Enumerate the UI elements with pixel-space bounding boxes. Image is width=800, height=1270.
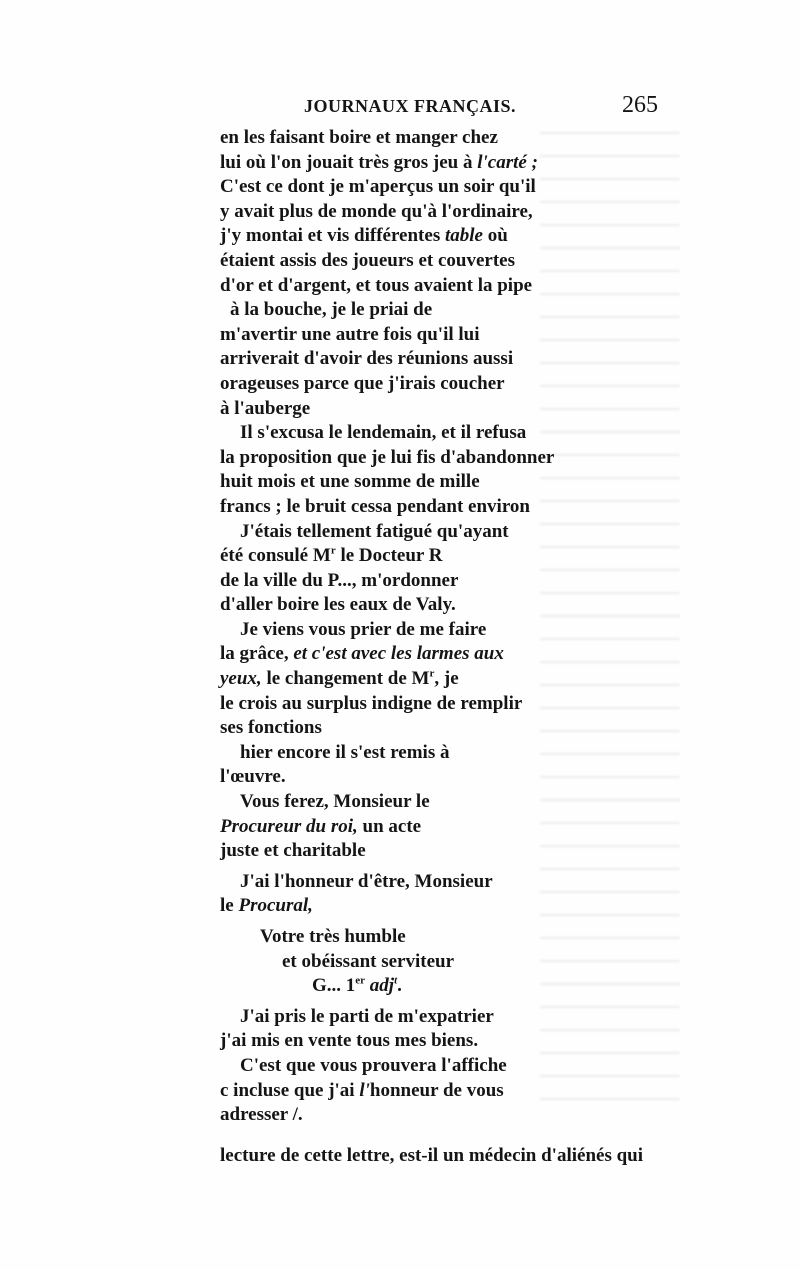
text-line <box>220 815 690 840</box>
text-span: été consulé M <box>220 545 331 567</box>
text-line: lecture de cette lettre, est-il un médecin d'aliénés qui <box>220 1144 644 1166</box>
text-line <box>220 894 690 919</box>
text-line: hier encore il s'est remis à <box>240 741 450 763</box>
text-line: adresser /. <box>220 1104 303 1126</box>
italic-text: l'carté ; <box>477 151 538 173</box>
superscript: t <box>394 974 398 987</box>
text-line: de la ville du P..., m'ordonner <box>220 569 459 591</box>
text-line: m'avertir une autre fois qu'il lui <box>220 323 480 345</box>
text-span: un acte <box>357 815 422 837</box>
italic-text: table <box>444 225 483 247</box>
text-line: J'ai pris le parti de m'expatrier <box>240 1005 494 1027</box>
text-line: francs ; le bruit cessa pendant environ <box>220 495 530 517</box>
page-number: 265 <box>622 92 658 118</box>
text-line: Je viens vous prier de me faire <box>240 618 487 640</box>
superscript: r <box>330 544 336 557</box>
text-line: Il s'excusa le lendemain, et il refusa <box>240 422 527 444</box>
italic-text: Procural, <box>238 895 313 917</box>
text-line: juste et charitable <box>220 840 366 862</box>
text-line: huit mois et une somme de mille <box>220 471 480 493</box>
page-header <box>0 94 800 124</box>
text-span: lui où l'on jouait très gros jeu à <box>220 151 478 173</box>
text-span: la grâce, <box>220 643 294 665</box>
text-span: le <box>220 895 239 917</box>
italic-text: yeux, <box>220 668 262 690</box>
italic-text: l' <box>359 1079 370 1101</box>
text-line <box>220 151 690 176</box>
text-line: en les faisant boire et manger chez <box>220 127 498 148</box>
text-line: d'aller boire les eaux de Valy. <box>220 594 456 616</box>
text-span: j'y montai et vis différentes <box>220 225 445 247</box>
text-span: le changement de M <box>261 668 430 690</box>
spacer <box>220 1128 690 1144</box>
text-line: C'est que vous prouvera l'affiche <box>240 1054 507 1076</box>
text-span: c incluse que j'ai <box>220 1079 360 1101</box>
text-line: à l'auberge <box>220 397 311 419</box>
italic-text: Procureur du roi, <box>220 815 358 837</box>
text-line: Votre très humble <box>260 926 406 947</box>
text-line: l'œuvre. <box>220 766 286 788</box>
text-line: J'ai l'honneur d'être, Monsieur <box>240 870 493 892</box>
text-line: d'or et d'argent, et tous avaient la pipe <box>220 274 533 296</box>
text-line: J'étais tellement fatigué qu'ayant <box>240 520 509 542</box>
superscript: er <box>355 974 366 987</box>
superscript: r <box>429 667 435 680</box>
italic-text: adj <box>369 975 395 997</box>
text-line: C'est ce dont je m'aperçus un soir qu'il <box>220 176 536 198</box>
letter-text <box>220 126 690 1168</box>
text-line <box>220 667 690 692</box>
running-head: JOURNAUX FRANÇAIS. <box>304 96 517 116</box>
text-span: G... 1 <box>312 975 356 997</box>
text-line: étaient assis des joueurs et couvertes <box>220 249 515 271</box>
text-span: où <box>482 225 508 247</box>
text-line: la proposition que je lui fis d'abandonner <box>220 446 555 468</box>
text-line <box>220 642 690 667</box>
text-line: orageuses parce que j'irais coucher <box>220 372 505 394</box>
text-line: ses fonctions <box>220 717 322 739</box>
text-line <box>220 544 690 569</box>
text-span: , je <box>434 668 459 690</box>
text-line: j'ai mis en vente tous mes biens. <box>220 1030 479 1052</box>
text-line <box>220 1079 690 1104</box>
text-line: le crois au surplus indigne de remplir <box>220 692 523 714</box>
text-line: à la bouche, je le priai de <box>230 299 433 321</box>
text-line <box>220 974 690 999</box>
text-line: arriverait d'avoir des réunions aussi <box>220 348 514 370</box>
text-line <box>220 224 690 249</box>
text-line: Vous ferez, Monsieur le <box>240 791 430 813</box>
text-span: . <box>397 975 402 997</box>
text-span: le Docteur R <box>335 545 443 567</box>
text-line: y avait plus de monde qu'à l'ordinaire, <box>220 200 533 222</box>
italic-text: et c'est avec les larmes aux <box>293 643 504 665</box>
text-span: honneur de vous <box>369 1079 504 1101</box>
text-line: et obéissant serviteur <box>282 950 455 972</box>
